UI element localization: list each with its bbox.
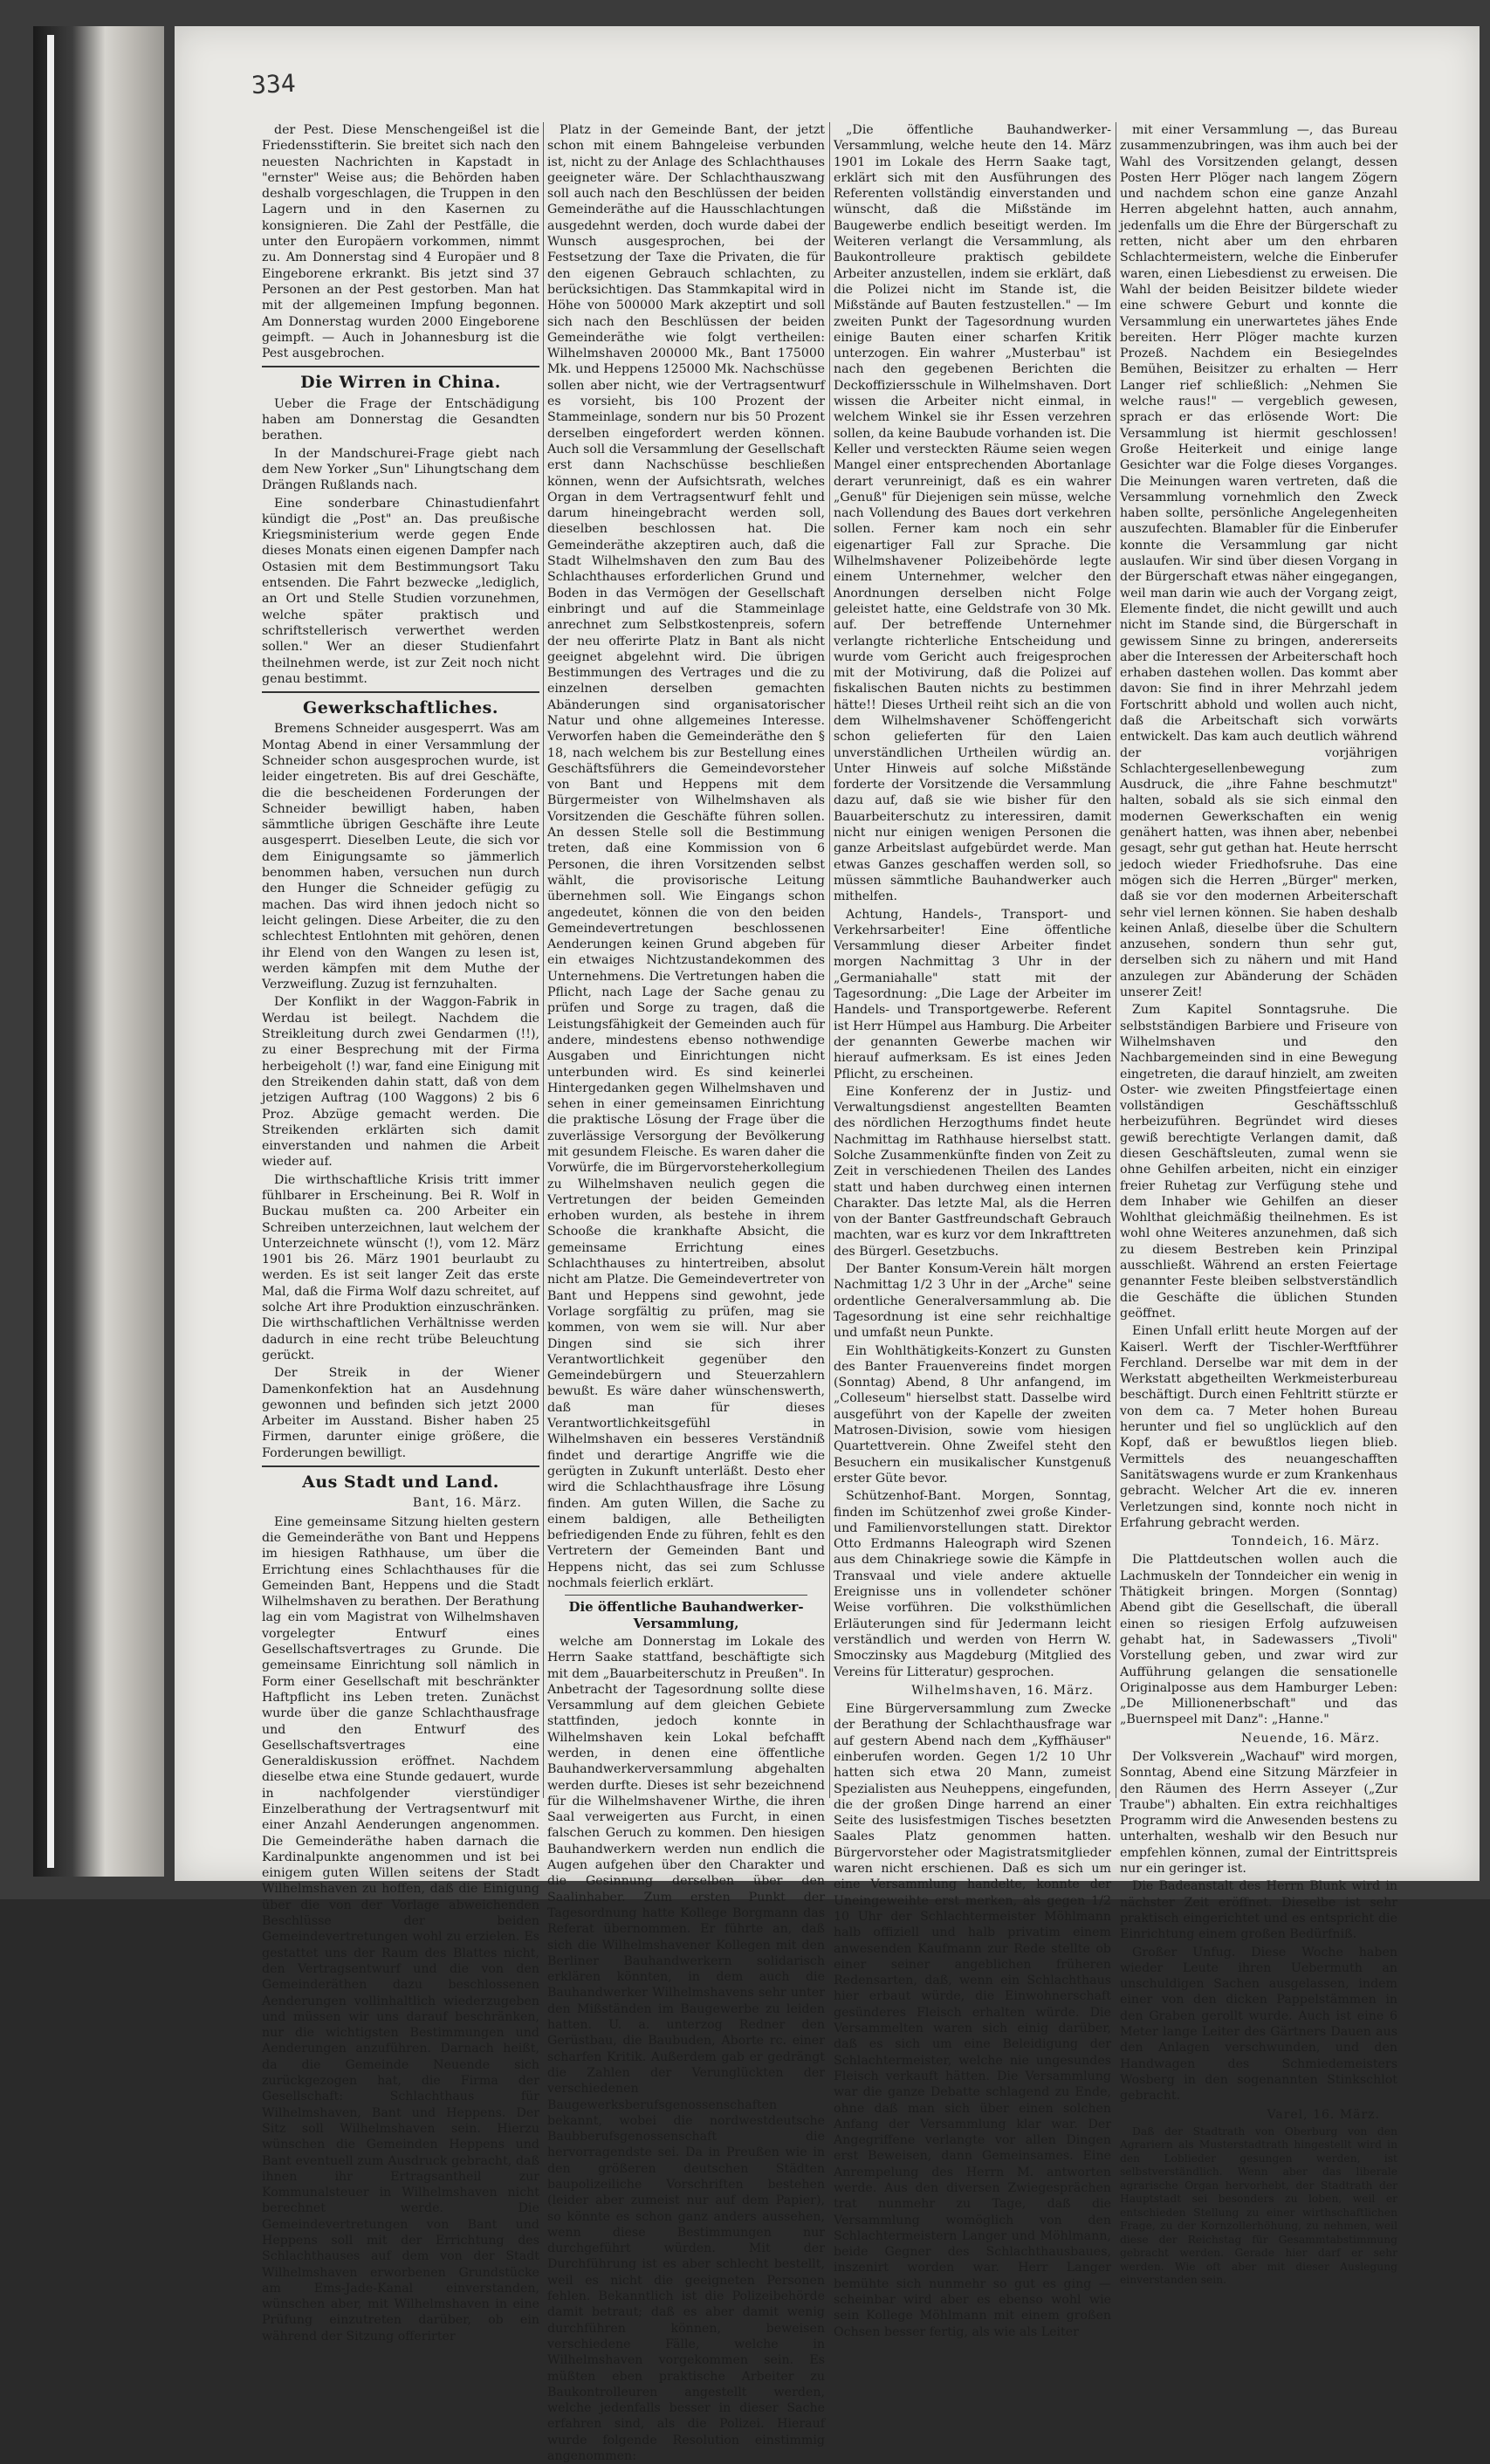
article-text: Der Volksverein „Wachauf" wird morgen, Sonntag, Abend eine Sitzung Märzfeier in den Räumen des Herrn Asseyer („Zur Traube") abhalten. Ein extra reichhaltiges Programm wird die Anwesenden bestens zu unterhalten, weshalb wir den Besuch nur empfehlen können, zumal der Eintrittspreis nur ein geringer ist. xyxy=(1120,1749,1397,1877)
article-text: Großer Unfug. Diese Woche haben wieder Leute ihren Uebermuth an unschuldigen Sachen ausgelassen, indem einer von den dicken Pappelstämmen in den Graben gerollt wurde. Auch ist eine 6 Meter lange Leiter des Gärtners Dauen aus den Anlagen verschwunden, und den Handwagen des Schmiedemeisters Wosberg in den sogenannten Stinkschlot gebracht. xyxy=(1120,1945,1397,2104)
article-text: In der Mandschurei-Frage giebt nach dem New Yorker „Sun" Lihungtschang dem Drängen Rußlands nach. xyxy=(262,446,539,493)
divider xyxy=(262,1465,539,1467)
binding-edge xyxy=(47,35,54,1868)
article-text: Die Badeanstalt des Herrn Blunk wird in nächster Zeit eröffnet. Dieselbe ist sehr praktisch eingerichtet und es entspricht die Einrichtung einem großen Bedürfniß. xyxy=(1120,1879,1397,1942)
article-text: Ein Wohlthätigkeits-Konzert zu Gunsten des Banter Frauenvereins findet morgen (Sonntag) Abend, 8 Uhr anfangend, im „Colleseum" hierselbst statt. Dasselbe wird ausgeführt von der Kapelle der zweiten Matrosen-Division, sowie vom hiesigen Quartettverein. Ohne Zweifel steht den Besuchern ein musikalischer Kunstgenuß erster Güte bevor. xyxy=(834,1343,1111,1486)
article-text: Die Plattdeutschen wollen auch die Lachmuskeln der Tonndeicher ein wenig in Thätigkeit bringen. Morgen (Sonntag) Abend gibt die Gesellschaft, die überall einen so riesigen Erfolg aufzuweisen gehabt hat, in Sadewassers „Tivoli" Vorstellung geben, und zwar wird zur Aufführung gelangen die sensationelle Originalposse aus dem Hamburger Leben: „De Millionenerbschaft" und das „Buernspeel mit Danz": „Hanne." xyxy=(1120,1553,1397,1727)
article-text: Die wirthschaftliche Krisis tritt immer fühlbarer in Erscheinung. Bei R. Wolf in Buckau mußten ca. 200 Arbeiter ein Schreiben unterzeichnen, laut welchem der Unterzeichnete wünscht (!), vom 12. März 1901 bis 26. März 1901 beurlaubt zu werden. Es ist seit langer Zeit das erste Mal, daß die Firma Wolf dazu schreitet, auf solche Art ihre Produktion einzuschränken. Die wirthschaftlichen Verhältnisse werden dadurch in eine recht trübe Beleuchtung gerückt. xyxy=(262,1172,539,1362)
article-text: Platz in der Gemeinde Bant, der jetzt schon mit einem Bahngeleise verbunden ist, nicht zu der Anlage des Schlachthauses geeigneter wäre. Der Schlachthauszwang soll auch nach den Beschlüssen der beiden Gemeinderäthe auf die Hausschlachtungen ausgedehnt werden, doch wurde dabei der Wunsch ausgesprochen, bei der Festsetzung der Taxe die Privaten, die für den eigenen Gebrauch schlachten, zu berücksichtigen. Das Stammkapital wird in Höhe von 500000 Mark akzeptirt und soll sich nach den Beschlüssen der beiden Gemeinderäthe wie folgt vertheilen: Wilhelmshaven 200000 Mk., Bant 175000 Mk. und Heppens 125000 Mk. Nachschüsse sollen aber nicht, wie der Vertragsentwurf es vorsieht, bis 100 Prozent der Stammeinlage, sondern nur bis 50 Prozent derselben eingefordert werden können. Auch soll die Versammlung der Gesellschaft erst dann Nachschüsse beschließen können, wenn der Aufsichtsrath, welches Organ in dem Vertragsentwurf fehlt und darum hineingebracht werden soll, dieselben beschlossen hat. Die Gemeinderäthe akzeptiren auch, daß die Stadt Wilhelmshaven den zum Bau des Schlachthauses erforderlichen Grund und Boden in das Vermögen der Gesellschaft einbringt und auf die Stammeinlage anrechnet zum Selbstkostenpreis, sofern der neu offerirte Platz in Bant als nicht geeignet abgelehnt wird. Die übrigen Bestimmungen des Vertrages und die zu einzelnen derselben gemachten Abänderungen sind organisatorischer Natur und ohne allgemeines Interesse. Verworfen haben die Gemeinderäthe den § 18, nach welchem bis zur Bestellung eines Geschäftsführers die Gemeindevorsteher von Bant und Heppens mit dem Bürgermeister von Wilhelmshaven als Vorsitzenden die Geschäfte führen sollen. An dessen Stelle soll die Bestimmung treten, daß eine Kommission von 6 Personen, die ihren Vorsitzenden selbst wählt, die provisorische Leitung übernehmen soll. Wie Eingangs schon angedeutet, können die von den beiden Gemeindevertretungen beschlossenen Aenderungen keinen Grund abgeben für ein etwaiges Nichtzustandekommen des Unternehmens. Die Vertretungen haben die Pflicht, nach Lage der Sache genau zu prüfen und Sorge zu tragen, daß die Leistungsfähigkeit der Gemeinden auch für andere, mindestens ebenso nothwendige Ausgaben und Einrichtungen nicht unterbunden wird. Es sind keinerlei Hintergedanken gegen Wilhelmshaven und sehen in einer gemeinsamen Einrichtung die praktische Lösung der Frage über die zuverlässige Versorgung der Bevölkerung mit gesundem Fleische. Es waren daher die Vorwürfe, die im Bürgervorsteherkollegium zu Wilhelmshaven neulich gegen die Vertretungen der beiden Gemeinden erhoben wurden, als bestehe in ihrem Schooße die krankhafte Absicht, die gemeinsame Errichtung eines Schlachthauses zu hintertreiben, absolut nicht am Platze. Die Gemeindevertreter von Bant und Heppens sind gewohnt, jede Vorlage sorgfältig zu prüfen, mag sie kommen, von wem sie will. Nur aber Dingen sind sie sich ihrer Verantwortlichkeit gegenüber den Gemeindebürgern und Steuerzahlern bewußt. Es wäre daher wünschenswerth, daß man für dieses Verantwortlichkeitsgefühl in Wilhelmshaven ein besseres Verständniß findet und derartige Angriffe wie die gerügten in Zukunft unterläßt. Desto eher wird die Schlachthausfrage ihre Lösung finden. Am guten Willen, die Sache zu einem baldigen, alle Betheiligten befriedigenden Ende zu führen, fehlt es den Vertretern der Gemeinden Bant und Heppens nicht, das sei zum Schlusse nochmals feierlich erklärt. xyxy=(547,123,825,1591)
article-text: Eine Bürgerversammlung zum Zwecke der Berathung der Schlachthausfrage war auf gestern Abend nach dem „Kyffhäuser" einberufen worden. Gegen 1/2 10 Uhr hatten sich etwa 20 Mann, zumeist Spezialisten aus Neuheppens, eingefunden, die der großen Dinge harrend an einer Seite des lusisfestmigen Tisches besetzten Saales Platz genommen hatten. Bürgervorsteher oder Magistratsmitglieder waren nicht erschienen. Daß es sich um eine Versammlung handelte, konnte der Uneingeweihte erst merken, als gegen 1/2 10 Uhr der Schlachtermeister Möhlmann halb offiziell und halb privatim einem anwesenden Kaufmann zur Rede stellte ob einer seiner angeblichen früheren Redensarten, daß, wenn ein Schlachthaus hier erbaut würde, die Einwohnerschaft gesünderes Fleisch erhalten würde. Die Versammelten waren sich einig darüber, daß es sich um eine Beleidigung der Schlachtermeister, welche nie ungesundes Fleisch verkauft hätten. Die Versammlung war die ganze Debatte schlagend zu Ende, ohne daß man sich über einen solchen Anfang der Versammlung klar war. Der Angegriffene verlangte vor allen Dingen erst Beweisen, dann Gemeinsames. Eine Anrempelung des Herrn M. antworten werde. Aus den diversen Zwiegesprächen trat nunmehr zu Tage, daß die Versammlung womöglich von den Schlachtermeistern Langer und Möhlmann, beide Gegner des Schlachthausbaues, inszenirt worden war. Herr Langer bemühte sich nunmehr so gut es ging — scheinbar wird aber es ebenso wohl wie sein Kollege Möhlmann mit einem großen Ochsen besser fertig, als wie als Leiter xyxy=(834,1702,1111,2339)
dateline: Wilhelmshaven, 16. März. xyxy=(911,1683,1094,1698)
column-rule xyxy=(829,122,830,1798)
article-text: Eine Konferenz der in Justiz- und Verwaltungsdienst angestellten Beamten des nördlichen Herzogthums findet heute Nachmittag im Rathhause hierselbst statt. Solche Zusammenkünfte finden von Zeit zu Zeit in verschiedenen Theilen des Landes statt und haben durchweg einen internen Charakter. Das letzte Mal, als die Herren von der Banter Gastfreundschaft Gebrauch machten, war es kurz vor dem Inkrafttreten des Bürgerl. Gesetzbuchs. xyxy=(834,1084,1111,1259)
divider xyxy=(262,691,539,693)
article-text: Einen Unfall erlitt heute Morgen auf der Kaiserl. Werft der Tischler-Werftführer Ferchland. Derselbe war mit dem in der Werkstatt abgetheilten Werkmeisterbureau beschäftigt. Durch einen Fehltritt stürzte er von dem ca. 7 Meter hohen Bureau herunter und fiel so unglücklich auf den Kopf, daß er bewußtlos liegen blieb. Vermittels des neuangeschafften Sanitätswagens wurde er zum Krankenhaus gebracht. Welcher Art die ev. inneren Verletzungen sind, konnte noch nicht in Erfahrung gebracht werden. xyxy=(1120,1324,1397,1530)
article-text: Der Banter Konsum-Verein hält morgen Nachmittag 1/2 3 Uhr in der „Arche" seine ordentliche Generalversammlung ab. Die Tagesordnung ist eine sehr reichhaltige und umfaßt neun Punkte. xyxy=(834,1262,1111,1341)
article-text: „Die öffentliche Bauhandwerker-Versammlung, welche heute den 14. März 1901 im Lokale des Herrn Saake tagt, erklärt sich mit den Ausführungen des Referenten vollständig einverstanden und wünscht, daß die Mißstände im Baugewerbe endlich beseitigt werden. Im Weiteren verlangt die Versammlung, als Baukontrolleure praktisch gebildete Arbeiter anzustellen, indem sie erklärt, daß die Polizei nicht im Stande ist, die Mißstände auf Bauten festzustellen." — Im zweiten Punkt der Tagesordnung wurden einige Bauten einer scharfen Kritik unterzogen. Ein wahrer „Musterbau" ist nach den gegebenen Berichten die Deckoffiziersschule in Wilhelmshaven. Dort wissen die Arbeiter nicht einmal, in welchem Winkel sie ihr Essen verzehren sollen, da keine Baubude vorhanden ist. Die Keller und versteckten Räume seien wegen Mangel einer entsprechenden Abortanlage derart verunreinigt, daß es ein wahrer „Genuß" für Diejenigen sein müsse, welche nach Vollendung des Baues dort verkehren sollen. Ferner kam noch ein sehr eigenartiger Fall zur Sprache. Die Wilhelmshavener Polizeibehörde legte einem Unternehmer, welcher den Anordnungen derselben nicht Folge geleistet hatte, eine Geldstrafe von 30 Mk. auf. Der betreffende Unternehmer verlangte richterliche Entscheidung und wurde vom Gericht auch freigesprochen mit der Motivirung, daß die Polizei auf fiskalischen Bauten nichts zu bestimmen hätte!! Dieses Urtheil reiht sich an die von dem Wilhelmshavener Schöffengericht schon gelieferten für den Laien unverständlichen Urtheilen würdig an. Unter Hinweis auf solche Mißstände forderte der Vorsitzende die Versammlung dazu auf, daß sie wie bisher für den Bauarbeiterschutz zu interessiren, damit nicht nur einigen wenigen Personen die ganze Arbeitslast aufgebürdet werde. Man etwas Ganzes geschaffen werden soll, so müssen sämmtliche Bauhandwerker auch mithelfen. xyxy=(834,123,1111,904)
article-text: Eine sonderbare Chinastudienfahrt kündigt die „Post" an. Das preußische Kriegsministerium werde gegen Ende dieses Monats einen eigenen Dampfer nach Ostasien mit dem Bestimmungsort Taku entsenden. Die Fahrt bezwecke „lediglich, an Ort und Stelle Studien vorzunehmen, welche später praktisch und schriftstellerisch verwerthet werden sollen." Wer an dieser Studienfahrt theilnehmen werde, ist zur Zeit noch nicht genau bestimmt. xyxy=(262,496,539,686)
dateline: Bant, 16. März. xyxy=(412,1496,522,1511)
column-3 xyxy=(834,122,1111,2339)
column-4 xyxy=(1120,122,1397,2287)
article-text: mit einer Versammlung —, das Bureau zusammenzubringen, was ihm auch bei der Wahl des Vorsitzenden gelangt, dessen Posten Herr Plöger nach langem Zögern und nachdem schon eine ganze Anzahl Herren abgelehnt hatten, auch annahm, jedenfalls um die Ehre der Bürgerschaft zu retten, nicht aber um den ehrbaren Schlachtermeistern, welche die Einberufer waren, einen Liebesdienst zu erweisen. Die Wahl der beiden Beisitzer bildete wieder eine schwere Geburt und konnte die Versammlung ein unerwartetes jähes Ende bereiten. Herr Plöger machte kurzen Prozeß. Nachdem ein Besiegelndes Bemühen, Beisitzer zu erhalten — Herr Langer rief schließlich: „Nehmen Sie welche raus!" — vergeblich gewesen, sprach er das erlösende Wort: Die Versammlung ist hiermit geschlossen! Große Heiterkeit und einige lange Gesichter war die Folge dieses Vorganges. Die Meinungen waren vertreten, daß die Versammlung vornehmlich den Zweck haben sollte, persönliche Angelegenheiten auszufechten. Blamabler für die Einberufer konnte die Versammlung gar nicht auslaufen. Wir sind über diesen Vorgang in der Bürgerschaft etwas näher eingegangen, weil man darin wie auch der Vorgang zeigt, Elemente findet, die nicht gewillt und auch nicht im Stande sind, die Bürgerschaft in gewissem Sinne zu bringen, andererseits aber die Interessen der Arbeiterschaft hoch erhaben dastehen wollen. Das kommt aber davon: Sie find in ihrer Mehrzahl jedem Fortschritt abhold und wollen auch nicht, daß die Arbeitschaft sich vorwärts entwickelt. Das kam auch deutlich während der vorjährigen Schlachtergesellenbewegung zum Ausdruck, die „ihre Fahne beschmutzt" halten, sobald als sie sich einmal den modernen Gewerkschaften ein wenig genähert hatten, was ihnen aber, nebenbei gesagt, sehr gut gethan hat. Heute herrscht jedoch wieder Friedhofsruhe. Das eine mögen sich die Herren „Bürger" merken, daß sie vor den modernen Arbeiterschaft sehr viel lernen können. Sie haben deshalb keinen Anlaß, dieselbe über die Schultern anzusehen, sondern thun sehr gut, derselben sich zu nähern und mit Hand anzulegen zur Abänderung der Schäden unserer Zeit! xyxy=(1120,123,1397,1000)
article-text: Zum Kapitel Sonntagsruhe. Die selbstständigen Barbiere und Friseure von Wilhelmshaven und den Nachbargemeinden sind in eine Bewegung eingetreten, die darauf hinzielt, am zweiten Oster- wie zweiten Pfingstfeiertage einen vollständigen Geschäftsschluß herbeizuführen. Begründet wird dieses gewiß berechtigte Verlangen damit, daß diesen Geschäftsleuten, zumal wenn sie ohne Gehilfen arbeiten, nicht ein einziger freier Ruhetag zur Verfügung stehe und dem Inhaber wie Gehilfen an dieser Wohlthat gleichmäßig theilnehmen. Es ist wohl ohne Weiteres anzunehmen, daß sich zu diesem Bestreben kein Prinzipal ausschließt. Während an ersten Feiertage genannter Feste bleiben selbstverständlich die Geschäfte die üblichen Stunden geöffnet. xyxy=(1120,1003,1397,1321)
article-text: der Pest. Diese Menschengeißel ist die Friedensstifterin. Sie breitet sich nach den neuesten Nachrichten in Kapstadt in "ernster" Weise aus; die Behörden haben deshalb vorgeschlagen, die Truppen in den Lagern und in den Kasernen zu konsignieren. Die Zahl der Pestfälle, die unter den Europäern vorkommen, nimmt zu. Am Donnerstag sind 4 Europäer und 8 Eingeborene erkrankt. Bis jetzt sind 37 Personen an der Pest gestorben. Man hat mit der allgemeinen Impfung begonnen. Am Donnerstag wurden 2000 Eingeborene geimpft. — Auch in Johannesburg ist die Pest ausgebrochen. xyxy=(262,123,539,361)
section-heading-stadt-land: Aus Stadt und Land. xyxy=(302,1472,499,1493)
dateline: Neuende, 16. März. xyxy=(1241,1731,1380,1746)
article-text: welche am Donnerstag im Lokale des Herrn Saake stattfand, beschäftigte sich mit dem „Bauarbeiterschutz in Preußen". In Anbetracht der Tagesordnung sollte diese Versammlung auf dem gleichen Gebiete stattfinden, jedoch konnte in Wilhelmshaven kein Lokal befchafft werden, in denen eine öffentliche Bauhandwerkerversammlung abgehalten werden durfte. Dieses ist sehr bezeichnend für die Wilhelmshavener Wirthe, die ihren Saal verweigerten aus Furcht, in einen falschen Geruch zu kommen. Den hiesigen Bauhandwerkern werden nun endlich die Augen aufgehen über den Charakter und die Gesinnung derselben über den Saalinhaber. Zum ersten Punkt der Tagesordnung hatte Kollege Borgmann das Referat übernommen. Er führte an, daß sich die Wilhelmshavener Kollegen mit den Berliner Bauhandwerkern solidarisch erklären könnten, in dem auch die Bauhandwerker Wilhelmshavens sehr unter den Mißständen im Baugewerbe zu leiden hatten. U. a. unterzog Redner den Gerüstbau, die Baubuden, Aborte rc. einer scharfen Kritik. Außerdem gab er gedrängt die Zahlen der Verunglückten der verschiedenen Baugewerksberufsgenossenschaften bekannt, wobei die nordwestdeutsche Baubberufsgenossenschaft die hervorragendste sei. Da in Preußen wie in den größeren deutschen Städten baupolizeiliche Vorschriften bestehen (leider aber zumeist nur auf dem Papier), so könnte es schon ganz anders aussehen, wenn diese Bestimmungen nur durchgeführt würden. Mit der Durchführung ist es aber schlecht bestellt, weil es nicht die geeigneten Personen fehlen. Bekanntlich ist die Polizeibehörde damit betraut; daß es aber damit wenig durchführen können, beweisen verschiedene Fälle, welche in Wilhelmshaven vorgekommen sein. Es müßten eben praktische Arbeiter zu Baukontrolleuren angestellt werden, welche jedenfalls besser in dieser Sache erfahren sind, als die Polizei. Hierauf wurde folgende Resolution einstimmig angenommen: xyxy=(547,1634,825,2464)
article-text: Daß der Stadtrath von Oberburg von den Agrariern als Musterstadtrath hingestellt wird in den Loblieder gesungen werden, ist selbstverständlich. Wenn aber das liberale agrarische Organ hervorhebt, der Stadtrath der Hauptstadt sei besonders zu loben, weil er entschieden Stellung zu einer wirthschaftlichen Frage, zu der Kornzollerhöhung, zu nehmen, weil diese der Reichstag für Gesammtabstimmung gebracht werden. Gerade hier darf er sehr werden. Wie oft aber mit dieser Auslegung einverstanden sein. xyxy=(1120,2124,1397,2287)
column-1 xyxy=(262,122,539,2344)
column-rule xyxy=(543,122,544,1798)
divider xyxy=(565,1595,807,1596)
column-2 xyxy=(547,122,825,2464)
page-number: 334 xyxy=(251,68,297,100)
dateline: Tonndeich, 16. März. xyxy=(1231,1534,1380,1549)
article-text: Der Konflikt in der Waggon-Fabrik in Werdau ist beilegt. Nachdem die Streikleitung durch zwei Gendarmen (!!), zu einer Besprechung mit der Firma herbeigeholt (!) war, fand eine Einigung mit den Streikenden dahin statt, daß von dem jetzigen Auftrag (100 Waggons) 2 bis 6 Proz. Abzüge gemacht werden. Die Streikenden erklärten sich damit einverstanden und nahmen die Arbeit wieder auf. xyxy=(262,995,539,1170)
article-text: Achtung, Handels-, Transport- und Verkehrsarbeiter! Eine öffentliche Versammlung dieser Arbeiter findet morgen Nachmittag 3 Uhr in der „Germaniahalle" statt mit der Tagesordnung: „Die Lage der Arbeiter im Handels- und Transportgewerbe. Referent ist Herr Hümpel aus Hamburg. Die Arbeiter der genannten Gewerbe machen wir hierauf aufmerksam. Es ist eines Jeden Pflicht, zu erscheinen. xyxy=(834,907,1111,1081)
article-text: Der Streik in der Wiener Damenkonfektion hat an Ausdehnung gewonnen und befinden sich jetzt 2000 Arbeiter im Ausstand. Bisher haben 25 Firmen, darunter einige größere, die Forderungen bewilligt. xyxy=(262,1366,539,1460)
section-heading-gewerkschaftliches: Gewerkschaftliches. xyxy=(303,698,498,718)
article-text: Eine gemeinsame Sitzung hielten gestern die Gemeinderäthe von Bant und Heppens im hiesigen Rathhause, um über die Errichtung eines Schlachthauses für die Gemeinden Bant, Heppens und die Stadt Wilhelmshaven zu berathen. Der Berathung lag ein vom Magistrat von Wilhelmshaven vorgelegter Entwurf eines Gesellschaftsvertrages zu Grunde. Die gemeinsame Einrichtung soll nämlich in Form einer Gesellschaft mit beschränkter Haftpflicht ins Leben treten. Zunächst wurde über die ganze Schlachthausfrage und den Entwurf des Gesellschaftsvertrages eine Generaldiskussion eröffnet. Nachdem dieselbe etwa eine Stunde gedauert, wurde in nachfolgender vierstündiger Einzelberathung der Vertragsentwurf mit einer Anzahl Aenderungen angenommen. Die Gemeinderäthe haben darnach die Kardinalpunkte angenommen und ist bei einigem guten Willen seitens der Stadt Wilhelmshaven zu hoffen, daß die Einigung über die von der Vorlage abweichenden Beschlüsse der beiden Gemeindevertretungen wohl zu erzielen. Es gestattet uns der Raum des Blattes nicht, den Vertragsentwurf und die von den Gemeinderäthen dazu beschlossenen Aenderungen vollinhaltlich wiederzugeben und müssen wir uns darauf beschränken, nur die wichtigsten Bestimmungen und Aenderungen anzuführen. Darnach heißt, da die Gemeinde Neuende sich zurückgezogen hat, die Firma der Gesellschaft: Schlachthaus für Wilhelmshaven, Bant und Heppens. Der Sitz soll Wilhelmshaven sein. Hierzu wünschen die Gemeinden Heppens und Bant eventuell zum Ausdruck gebracht, daß ihnen ihr Ertragsantheil zur Kommunalsteuer in Wilhelmshaven nicht berechnet werde. Die Gemeindevertretungen von Bant und Heppens soll mit der Errichtung des Schlachthauses auf dem von der Stadt Wilhelmshaven erworbenen Grundstücke am Ems-Jade-Kanal einverstanden, wünschen aber, mit Wilhelmshaven in eine Prüfung einzutreten darüber, ob ein während der Sitzung offerirter xyxy=(262,1514,539,2344)
article-heading-bauhandwerker: Die öffentliche Bauhandwerker-Versammlung, xyxy=(568,1599,804,1631)
dateline: Varel, 16. März. xyxy=(1267,2107,1380,2122)
article-text: Bremens Schneider ausgesperrt. Was am Montag Abend in einer Versammlung der Schneider schon ausgesprochen wurde, ist leider eingetreten. Bis auf drei Geschäfte, die die bescheidenen Forderungen der Schneider bewilligt haben, haben sämmtliche übrigen Geschäfte ihre Leute ausgesperrt. Dieselben Leute, die sich vor dem Einigungsamte so jämmerlich benommen haben, versuchen nun durch den Hunger die Schneider gefügig zu machen. Das wird ihnen jedoch nicht so leicht gelingen. Diese Arbeiter, die zu den schlechtest Entlohnten mit gehören, denen ihr Elend von den Wangen zu lesen ist, werden kämpfen mit dem Muthe der Verzweiflung. Zuzug ist fernzuhalten. xyxy=(262,722,539,992)
article-text: Ueber die Frage der Entschädigung haben am Donnerstag die Gesandten berathen. xyxy=(262,396,539,443)
divider xyxy=(262,366,539,367)
section-heading-china: Die Wirren in China. xyxy=(300,373,501,393)
article-text: Schützenhof-Bant. Morgen, Sonntag, finden im Schützenhof zwei große Kinder- und Familienvorstellungen statt. Direktor Otto Erdmanns Haleograph wird Szenen aus dem Chinakriege sowie die Kämpfe in Transvaal und viele andere aktuelle Ereignisse uns in vollendeter schöner Weise vorführen. Die volksthümlichen Erläuterungen sind für Jedermann leicht verständlich und werden von Herrn W. Smoczinsky aus Magdeburg (Mitglied des Vereins für Litteratur) gesprochen. xyxy=(834,1489,1111,1679)
